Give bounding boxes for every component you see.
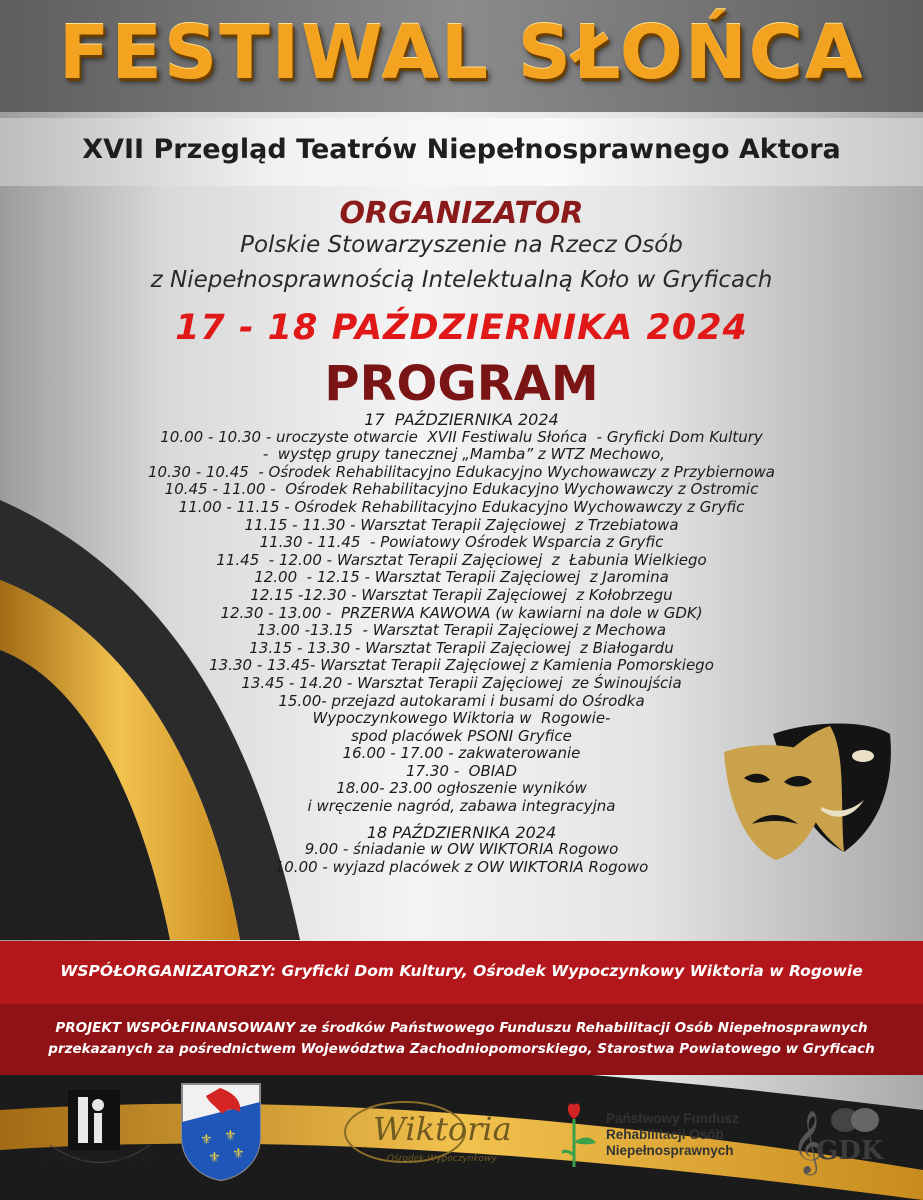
schedule-item: - występ grupy tanecznej „Mamba” z WTZ Mechowo, bbox=[258, 445, 665, 464]
pfron-line-3: Niepełnosprawnych bbox=[606, 1143, 734, 1158]
svg-text:⚜: ⚜ bbox=[232, 1146, 245, 1162]
funding-line-1: PROJEKT WSPÓŁFINANSOWANY ze środków Państwowego Funduszu Rehabilitacji Osób Niepełnosprawnych bbox=[55, 1020, 868, 1036]
organizer-line-1: Polskie Stowarzyszenie na Rzecz Osób bbox=[240, 232, 683, 258]
schedule-item: 12.00 - 12.15 - Warsztat Terapii Zajęciowej z Jaromina bbox=[254, 568, 669, 587]
schedule-item: 11.00 - 11.15 - Ośrodek Rehabilitacyjno Edukacyjno Wychowawczy z Gryfic bbox=[178, 497, 745, 516]
funding-text bbox=[0, 1018, 923, 1060]
schedule-item: 11.45 - 12.00 - Warsztat Terapii Zajęciowej z Łabunia Wielkiego bbox=[216, 550, 707, 569]
pfron-logo bbox=[562, 1097, 772, 1172]
theatre-masks-icon bbox=[718, 712, 898, 862]
svg-text:⚜: ⚜ bbox=[200, 1132, 213, 1148]
schedule-item: 18.00- 23.00 ogłoszenie wyników bbox=[336, 779, 587, 798]
day2-date: 18 PAŹDZIERNIKA 2024 bbox=[366, 822, 557, 842]
schedule-item: 11.15 - 11.30 - Warsztat Terapii Zajęciowej z Trzebiatowa bbox=[244, 515, 679, 534]
schedule-item: 12.15 -12.30 - Warsztat Terapii Zajęciowej z Kołobrzegu bbox=[250, 585, 673, 604]
svg-text:⚜: ⚜ bbox=[208, 1150, 221, 1166]
schedule-item: 13.45 - 14.20 - Warsztat Terapii Zajęciowej ze Świnoujścia bbox=[241, 673, 682, 692]
schedule-item: 10.00 - wyjazd placówek z OW WIKTORIA Rogowo bbox=[274, 857, 649, 876]
svg-text:⚜: ⚜ bbox=[224, 1128, 237, 1144]
wiktoria-subtitle: Ośrodek Wypoczynkowy bbox=[387, 1154, 497, 1164]
program-heading: PROGRAM bbox=[324, 356, 599, 412]
schedule-item: Wypoczynkowego Wiktoria w Rogowie- bbox=[312, 709, 611, 728]
organizer-line-2: z Niepełnosprawnością Intelektualną Koło w Gryficach bbox=[150, 267, 773, 293]
psoni-motto: „OTWÓRZMY PRZED NIMI ŻYCIE” bbox=[42, 1155, 158, 1163]
schedule-item: i wręczenie nagród, zabawa integracyjna bbox=[307, 797, 616, 816]
pfron-line-1: Państwowy Fundusz bbox=[606, 1111, 739, 1126]
schedule-item: 10.30 - 10.45 - Ośrodek Rehabilitacyjno Edukacyjno Wychowawczy z Przybiernowa bbox=[147, 462, 775, 481]
funding-line-2: przekazanych za pośrednictwem Województwa Zachodniopomorskiego, Starostwa Powiatowego w Gryficach bbox=[48, 1041, 875, 1057]
schedule-item: spod placówek PSONI Gryfice bbox=[351, 726, 572, 745]
schedule-item: 13.00 -13.15 - Warsztat Terapii Zajęciowej z Mechowa bbox=[256, 621, 667, 640]
schedule-item: 10.45 - 11.00 - Ośrodek Rehabilitacyjno Edukacyjno Wychowawczy z Ostromic bbox=[164, 480, 759, 499]
wiktoria-name: Wiktoria bbox=[373, 1110, 512, 1148]
wiktoria-logo bbox=[335, 1092, 525, 1172]
festival-subtitle: XVII Przegląd Teatrów Niepełnosprawnego Aktora bbox=[82, 134, 841, 165]
svg-text:𝄞: 𝄞 bbox=[792, 1110, 824, 1173]
schedule-item: 15.00- przejazd autokarami i busami do Ośrodka bbox=[278, 691, 645, 710]
gdk-text: GDK bbox=[816, 1136, 884, 1166]
schedule-item: 17.30 - OBIAD bbox=[406, 761, 517, 780]
psoni-logo bbox=[40, 1085, 160, 1180]
gdk-logo bbox=[790, 1098, 900, 1178]
festival-dates: 17 - 18 PAŹDZIERNIKA 2024 bbox=[175, 308, 748, 348]
schedule-item: 12.30 - 13.00 - PRZERWA KAWOWA (w kawiarni na dole w GDK) bbox=[220, 603, 703, 622]
schedule-item: 16.00 - 17.00 - zakwaterowanie bbox=[342, 744, 581, 763]
schedule-item: 13.15 - 13.30 - Warsztat Terapii Zajęciowej z Białogardu bbox=[249, 638, 674, 657]
day1-date: 17 PAŹDZIERNIKA 2024 bbox=[364, 410, 559, 429]
schedule-item: 9.00 - śniadanie w OW WIKTORIA Rogowo bbox=[304, 840, 619, 859]
coat-of-arms-logo bbox=[180, 1082, 262, 1186]
organizer-heading: ORGANIZATOR bbox=[339, 196, 584, 231]
schedule-item: 13.30 - 13.45- Warsztat Terapii Zajęciowej z Kamienia Pomorskiego bbox=[209, 656, 714, 675]
schedule-item: 11.30 - 11.45 - Powiatowy Ośrodek Wsparcia z Gryfic bbox=[259, 533, 664, 552]
festival-title: FESTIWAL SŁOŃCA bbox=[58, 10, 865, 96]
pfron-line-2: Rehabilitacji Osób bbox=[606, 1127, 724, 1142]
schedule-item: 10.00 - 10.30 - uroczyste otwarcie XVII Festiwalu Słońca - Gryficki Dom Kultury bbox=[160, 427, 763, 446]
coorganizers-text: WSPÓŁORGANIZATORZY: Gryficki Dom Kultury, Ośrodek Wypoczynkowy Wiktoria w Rogowie bbox=[60, 962, 863, 980]
